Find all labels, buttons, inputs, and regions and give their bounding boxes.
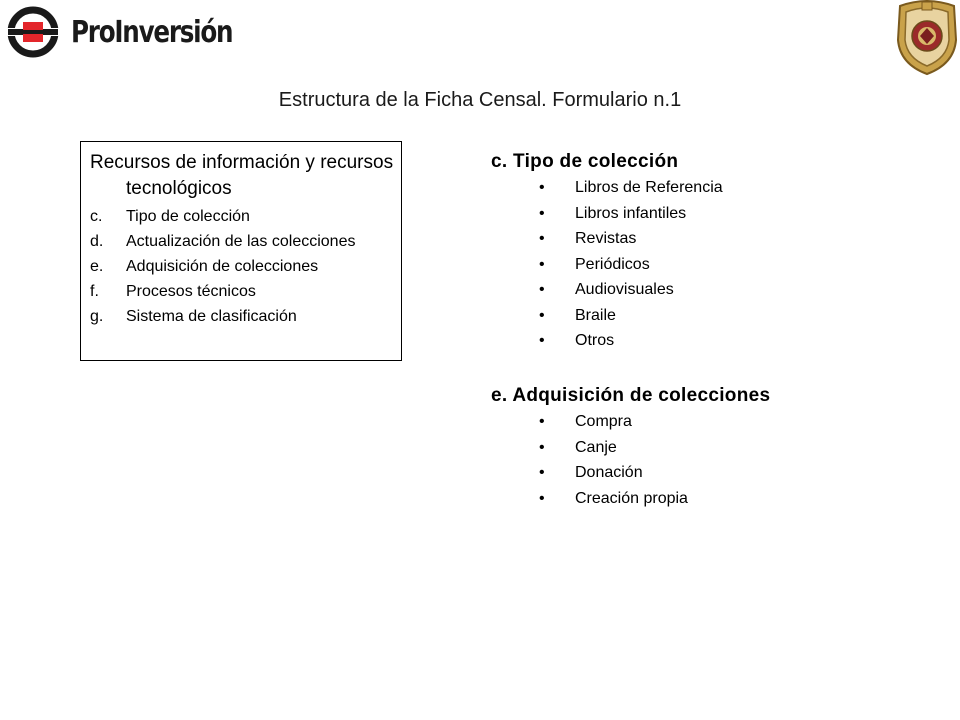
list-item xyxy=(491,486,770,512)
bullet-icon: • xyxy=(539,255,545,273)
list-item xyxy=(90,279,395,304)
box-list xyxy=(90,204,395,329)
list-item xyxy=(90,229,395,254)
list-text: Braile xyxy=(575,306,616,324)
list-item xyxy=(491,226,723,252)
list-text: Audiovisuales xyxy=(575,281,674,298)
bullet-icon: • xyxy=(539,306,545,324)
section-heading: c. Tipo de colección xyxy=(491,151,679,172)
list-letter: g. xyxy=(90,308,104,325)
list-item xyxy=(491,277,723,303)
list-text: Canje xyxy=(575,438,617,456)
list-text: Procesos técnicos xyxy=(126,283,256,300)
section-heading: e. Adquisición de colecciones xyxy=(491,385,771,406)
list-item xyxy=(90,304,395,329)
bullet-icon: • xyxy=(539,179,545,196)
list-item xyxy=(491,201,723,227)
list-letter: d. xyxy=(90,233,104,250)
bullet-icon: • xyxy=(539,230,545,247)
proinversion-logo xyxy=(4,6,268,58)
list-item xyxy=(491,435,770,461)
list-item xyxy=(491,175,723,201)
box-heading: Recursos de información y recursos tecnológicos xyxy=(90,152,394,199)
list-text: Compra xyxy=(575,413,632,430)
list-item xyxy=(491,460,770,486)
section-tipo-coleccion xyxy=(491,149,723,354)
list-text: Creación propia xyxy=(575,489,688,507)
list-text: Tipo de colección xyxy=(126,208,250,225)
bullet-icon: • xyxy=(539,413,545,430)
list-item xyxy=(491,328,723,354)
list-item xyxy=(90,254,395,279)
section-adquisicion xyxy=(491,383,770,511)
bullet-icon: • xyxy=(539,332,545,349)
list-item xyxy=(491,409,770,435)
list-text: Libros infantiles xyxy=(575,204,687,222)
bullet-icon: • xyxy=(539,438,545,456)
logo-text: ProInversión xyxy=(71,14,233,50)
bullet-icon: • xyxy=(539,464,545,481)
page-title: Estructura de la Ficha Censal. Formulario n.1 xyxy=(278,89,682,111)
list-text: Libros de Referencia xyxy=(575,179,723,196)
list-item xyxy=(491,252,723,278)
list-text: Periódicos xyxy=(575,255,650,273)
bullet-icon: • xyxy=(539,489,545,507)
list-text: Sistema de clasificación xyxy=(126,308,297,325)
list-item xyxy=(491,303,723,329)
list-text: Donación xyxy=(575,464,643,481)
bullet-list xyxy=(491,175,723,354)
list-text: Otros xyxy=(575,332,615,349)
summary-box xyxy=(80,141,402,361)
list-text: Actualización de las colecciones xyxy=(126,233,356,250)
list-letter: f. xyxy=(90,283,99,300)
list-text: Revistas xyxy=(575,230,637,247)
university-seal-icon xyxy=(894,0,960,76)
proinversion-logo-icon xyxy=(4,6,62,58)
list-letter: e. xyxy=(90,258,104,275)
bullet-icon: • xyxy=(539,204,545,222)
list-text: Adquisición de colecciones xyxy=(126,258,319,275)
bullet-icon: • xyxy=(539,281,545,298)
list-item xyxy=(90,204,395,229)
list-letter: c. xyxy=(90,208,103,225)
bullet-list xyxy=(491,409,770,511)
